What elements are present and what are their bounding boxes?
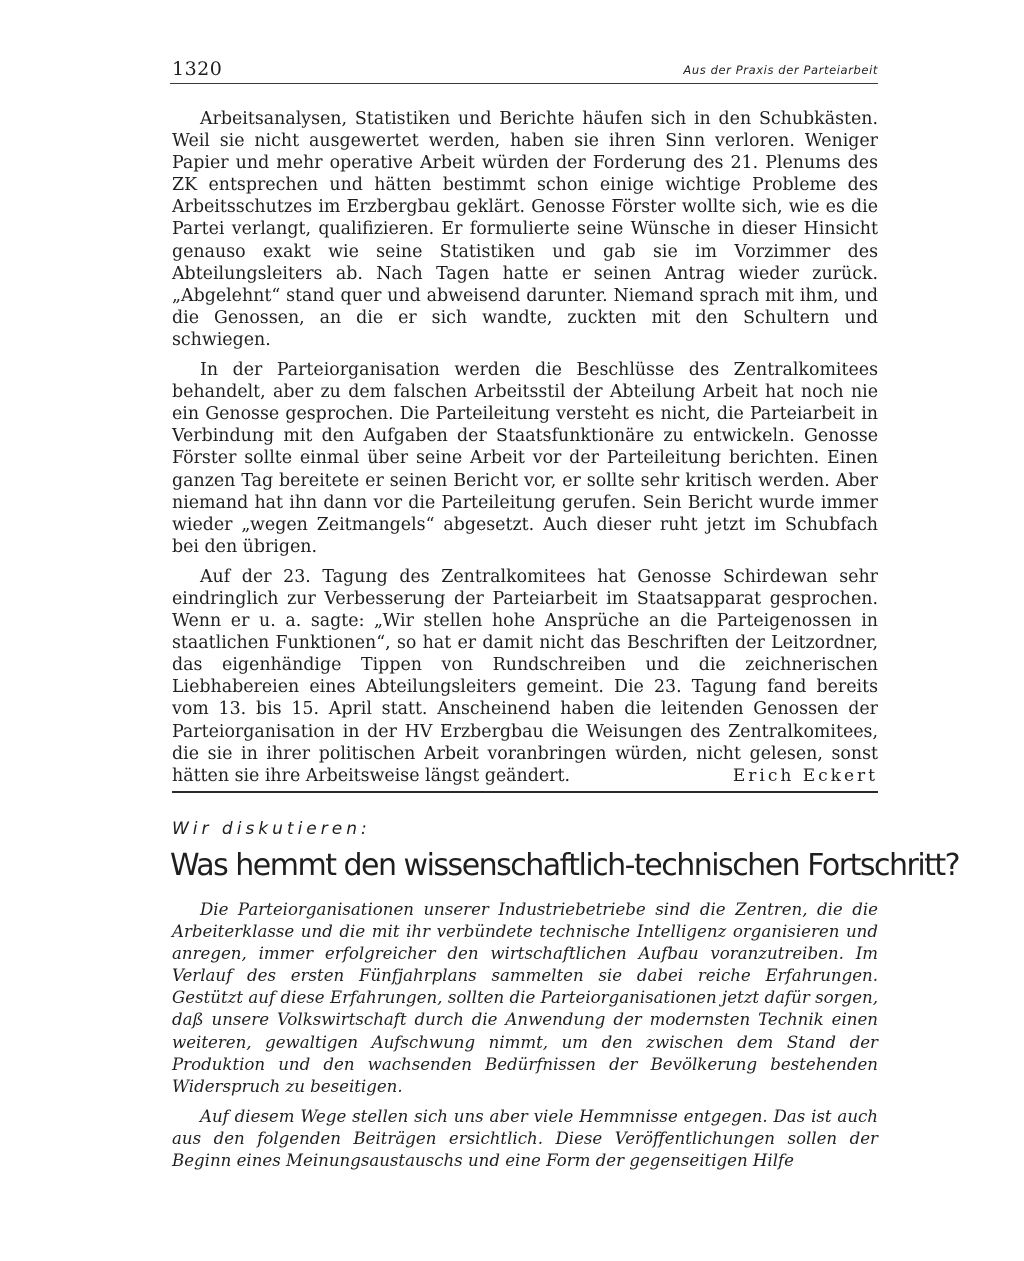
article-paragraph: In der Parteiorganisation werden die Beschlüsse des Zentralkomitees behandelt, aber zu dem falschen Arbeitsstil der Abteilung Arbeit hat noch nie ein Genosse gesprochen. Die Parteileitung versteht es nicht, die Parteiarbeit in Verbindung mit den Aufgaben der Staatsfunktionäre zu entwickeln. Genosse Förster sollte einmal über seine Arbeit vor der Parteileitung berichten. Einen ganzen Tag bereitete er seinen Bericht vor, er sollte sehr kritisch werden. Aber niemand hat ihn dann vor die Parteileitung gerufen. Sein Bericht wurde immer wieder „wegen Zeitmangels“ abgesetzt. Auch dieser ruht jetzt im Schubfach bei den übrigen. — [172, 360, 878, 557]
intro-paragraph: Die Parteiorganisationen unserer Industriebetriebe sind die Zentren, die die Arbeiterklasse und die mit ihr verbündete technische Intelligenz organisieren und anregen, immer erfolgreicher den wirtschaftlichen Aufbau voranzutreiben. Im Verlauf des ersten Fünfjahrplans sammelten sie dabei reiche Erfahrungen. Gestützt auf diese Erfahrungen, sollten die Parteiorganisationen jetzt dafür sorgen, daß unsere Volkswirtschaft durch die Anwendung der modernsten Technik einen weiteren, gewaltigen Aufschwung nimmt, um den zwischen dem Stand der Produktion und den wachsenden Bedürfnissen der Bevölkerung bestehenden Widerspruch zu beseitigen. — [172, 900, 878, 1096]
article-body — [172, 108, 878, 787]
header-rule — [170, 83, 878, 84]
discussion-headline: Was hemmt den wissenschaftlich-technischen Fortschritt? — [170, 848, 960, 883]
page-number: 1320 — [172, 58, 223, 80]
section-rule — [172, 791, 878, 793]
running-head: Aus der Praxis der Parteiarbeit — [683, 63, 878, 77]
discussion-intro — [172, 899, 878, 1180]
article-paragraph: Auf der 23. Tagung des Zentralkomitees hat Genosse Schirdewan sehr eindringlich zur Verbesserung der Parteiarbeit im Staatsapparat gesprochen. Wenn er u. a. sagte: „Wir stellen hohe Ansprüche an die Parteigenossen in staatlichen Funktionen“, so hat er damit nicht das Beschriften der Leitzordner, das eigenhändige Tippen von Rundschreiben und die zeichnerischen Liebhabereien eines Abteilungsleiters gemeint. Die 23. Tagung fand bereits vom 13. bis 15. April statt. Anscheinend haben die leitenden Genossen der Parteiorganisation in der HV Erzbergbau die Weisungen des Zentralkomitees, die sie in ihrer politischen Arbeit voranbringen würden, nicht gelesen, sonst hätten sie ihre Arbeitsweise längst geändert. — [172, 566, 878, 786]
discussion-kicker: Wir diskutieren: — [172, 819, 371, 839]
intro-paragraph: Auf diesem Wege stellen sich uns aber viele Hemmnisse entgegen. Das ist auch aus den folgenden Beiträgen ersichtlich. Diese Veröffentlichungen sollen der Beginn eines Meinungsaustauschs und eine Form der gegenseitigen Hilfe — [172, 1106, 878, 1171]
article-paragraph: Arbeitsanalysen, Statistiken und Berichte häufen sich in den Schubkästen. Weil sie nicht ausgewertet werden, haben sie ihren Sinn verloren. Weniger Papier und mehr operative Arbeit würden der Forderung des 21. Plenums des ZK entsprechen und hätten bestimmt schon einige wichtige Probleme des Arbeitsschutzes im Erzbergbau geklärt. Genosse Förster wollte sich, wie es die Partei verlangt, qualifizieren. Er formulierte seine Wünsche in dieser Hinsicht genauso exakt wie seine Statistiken und gab sie im Vorzimmer des Abteilungsleiters ab. Nach Tagen hatte er seinen Antrag wieder zurück. „Abgelehnt“ stand quer und abweisend darunter. Niemand sprach mit ihm, und die Genossen, an die er sich wandte, zuckten mit den Schultern und schwiegen. — [172, 109, 878, 350]
author-name: Erich Eckert — [725, 766, 878, 786]
